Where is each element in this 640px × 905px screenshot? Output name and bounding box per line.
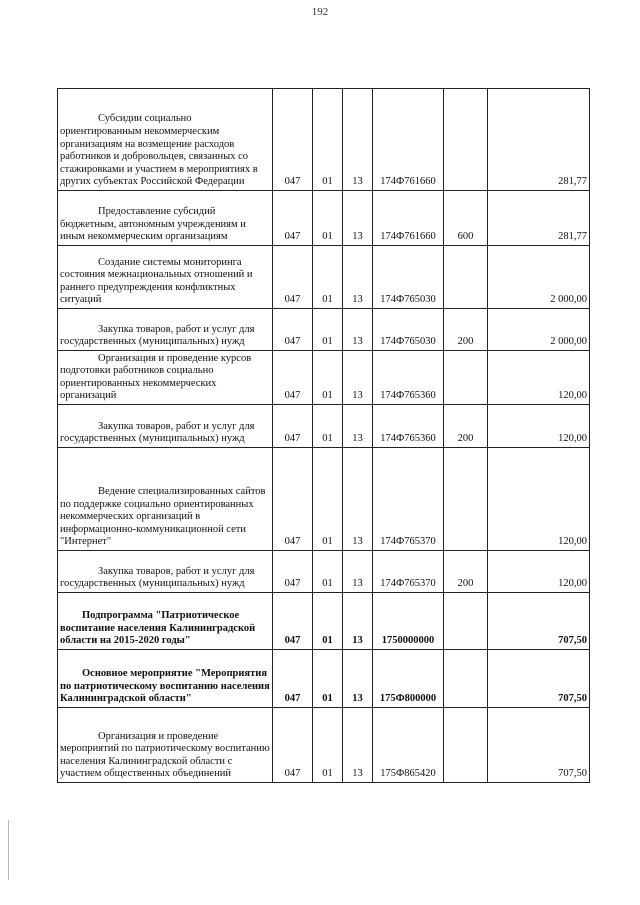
row-target-code-cell: 174Ф765030 <box>373 246 444 309</box>
table-row <box>58 593 590 650</box>
row-name-cell: Подпрограмма "Патриотическое воспитание населения Калининградской области на 2015-2020 годы" <box>58 593 273 650</box>
row-expense-type-cell <box>444 246 488 309</box>
row-admin-code-cell: 047 <box>273 89 313 191</box>
row-name-cell: Закупка товаров, работ и услуг для государственных (муниципальных) нужд <box>58 551 273 593</box>
row-amount-cell: 120,00 <box>488 405 590 448</box>
table-row <box>58 309 590 351</box>
row-section-cell: 01 <box>313 593 343 650</box>
row-subsection-cell: 13 <box>343 309 373 351</box>
row-name-cell: Предоставление субсидий бюджетным, автономным учреждениям и иным некоммерческим организациям <box>58 191 273 246</box>
row-amount-cell: 2 000,00 <box>488 246 590 309</box>
table-row <box>58 191 590 246</box>
row-expense-type-cell <box>444 708 488 783</box>
page-number: 192 <box>311 6 329 18</box>
row-expense-type-cell <box>444 89 488 191</box>
row-admin-code-cell: 047 <box>273 551 313 593</box>
row-name-cell: Субсидии социально ориентированным некоммерческим организациям на возмещение расходов работников и добровольцев, связанных со стажировками и участием в мероприятиях в других субъектах Российской Федерации <box>58 89 273 191</box>
row-section-cell: 01 <box>313 650 343 708</box>
table-row <box>58 708 590 783</box>
scan-margin-line <box>8 820 9 880</box>
table-row <box>58 650 590 708</box>
row-amount-cell: 120,00 <box>488 351 590 405</box>
row-expense-type-cell: 200 <box>444 405 488 448</box>
row-target-code-cell: 174Ф761660 <box>373 191 444 246</box>
row-subsection-cell: 13 <box>343 405 373 448</box>
row-section-cell: 01 <box>313 246 343 309</box>
row-subsection-cell: 13 <box>343 89 373 191</box>
table-row <box>58 448 590 551</box>
row-section-cell: 01 <box>313 708 343 783</box>
row-section-cell: 01 <box>313 89 343 191</box>
row-section-cell: 01 <box>313 405 343 448</box>
row-target-code-cell: 175Ф865420 <box>373 708 444 783</box>
row-expense-type-cell <box>444 448 488 551</box>
row-admin-code-cell: 047 <box>273 650 313 708</box>
row-amount-cell: 281,77 <box>488 191 590 246</box>
row-admin-code-cell: 047 <box>273 593 313 650</box>
row-target-code-cell: 174Ф765360 <box>373 351 444 405</box>
table-row <box>58 89 590 191</box>
row-subsection-cell: 13 <box>343 351 373 405</box>
row-section-cell: 01 <box>313 448 343 551</box>
row-subsection-cell: 13 <box>343 191 373 246</box>
row-amount-cell: 707,50 <box>488 708 590 783</box>
row-section-cell: 01 <box>313 351 343 405</box>
row-amount-cell: 120,00 <box>488 448 590 551</box>
row-admin-code-cell: 047 <box>273 351 313 405</box>
row-name-cell: Организация и проведение мероприятий по патриотическому воспитанию населения Калининградской области с участием общественных объединений <box>58 708 273 783</box>
row-expense-type-cell <box>444 650 488 708</box>
row-amount-cell: 707,50 <box>488 650 590 708</box>
budget-table-body <box>58 89 590 783</box>
row-admin-code-cell: 047 <box>273 405 313 448</box>
row-target-code-cell: 174Ф765030 <box>373 309 444 351</box>
row-subsection-cell: 13 <box>343 551 373 593</box>
row-amount-cell: 2 000,00 <box>488 309 590 351</box>
row-amount-cell: 707,50 <box>488 593 590 650</box>
row-admin-code-cell: 047 <box>273 246 313 309</box>
row-target-code-cell: 175Ф800000 <box>373 650 444 708</box>
row-expense-type-cell: 200 <box>444 551 488 593</box>
row-admin-code-cell: 047 <box>273 708 313 783</box>
row-name-cell: Основное мероприятие "Мероприятия по патриотическому воспитанию населения Калининградской области" <box>58 650 273 708</box>
row-admin-code-cell: 047 <box>273 191 313 246</box>
table-row <box>58 351 590 405</box>
row-target-code-cell: 174Ф765360 <box>373 405 444 448</box>
row-expense-type-cell <box>444 351 488 405</box>
row-admin-code-cell: 047 <box>273 448 313 551</box>
row-target-code-cell: 174Ф761660 <box>373 89 444 191</box>
row-amount-cell: 281,77 <box>488 89 590 191</box>
row-subsection-cell: 13 <box>343 246 373 309</box>
row-section-cell: 01 <box>313 191 343 246</box>
row-target-code-cell: 174Ф765370 <box>373 448 444 551</box>
row-admin-code-cell: 047 <box>273 309 313 351</box>
row-section-cell: 01 <box>313 551 343 593</box>
row-subsection-cell: 13 <box>343 708 373 783</box>
row-name-cell: Создание системы мониторинга состояния межнациональных отношений и раннего предупреждения конфликтных ситуаций <box>58 246 273 309</box>
row-target-code-cell: 1750000000 <box>373 593 444 650</box>
table-row <box>58 246 590 309</box>
table-row <box>58 405 590 448</box>
row-name-cell: Организация и проведение курсов подготовки работников социально ориентированных некоммерческих организаций <box>58 351 273 405</box>
row-expense-type-cell: 600 <box>444 191 488 246</box>
row-subsection-cell: 13 <box>343 650 373 708</box>
row-subsection-cell: 13 <box>343 448 373 551</box>
row-name-cell: Закупка товаров, работ и услуг для государственных (муниципальных) нужд <box>58 309 273 351</box>
row-amount-cell: 120,00 <box>488 551 590 593</box>
budget-table <box>57 88 590 783</box>
row-name-cell: Ведение специализированных сайтов по поддержке социально ориентированных некоммерческих организаций в информационно-коммуникационной сети "Интернет" <box>58 448 273 551</box>
row-subsection-cell: 13 <box>343 593 373 650</box>
table-row <box>58 551 590 593</box>
row-name-cell: Закупка товаров, работ и услуг для государственных (муниципальных) нужд <box>58 405 273 448</box>
row-section-cell: 01 <box>313 309 343 351</box>
row-target-code-cell: 174Ф765370 <box>373 551 444 593</box>
row-expense-type-cell: 200 <box>444 309 488 351</box>
row-expense-type-cell <box>444 593 488 650</box>
